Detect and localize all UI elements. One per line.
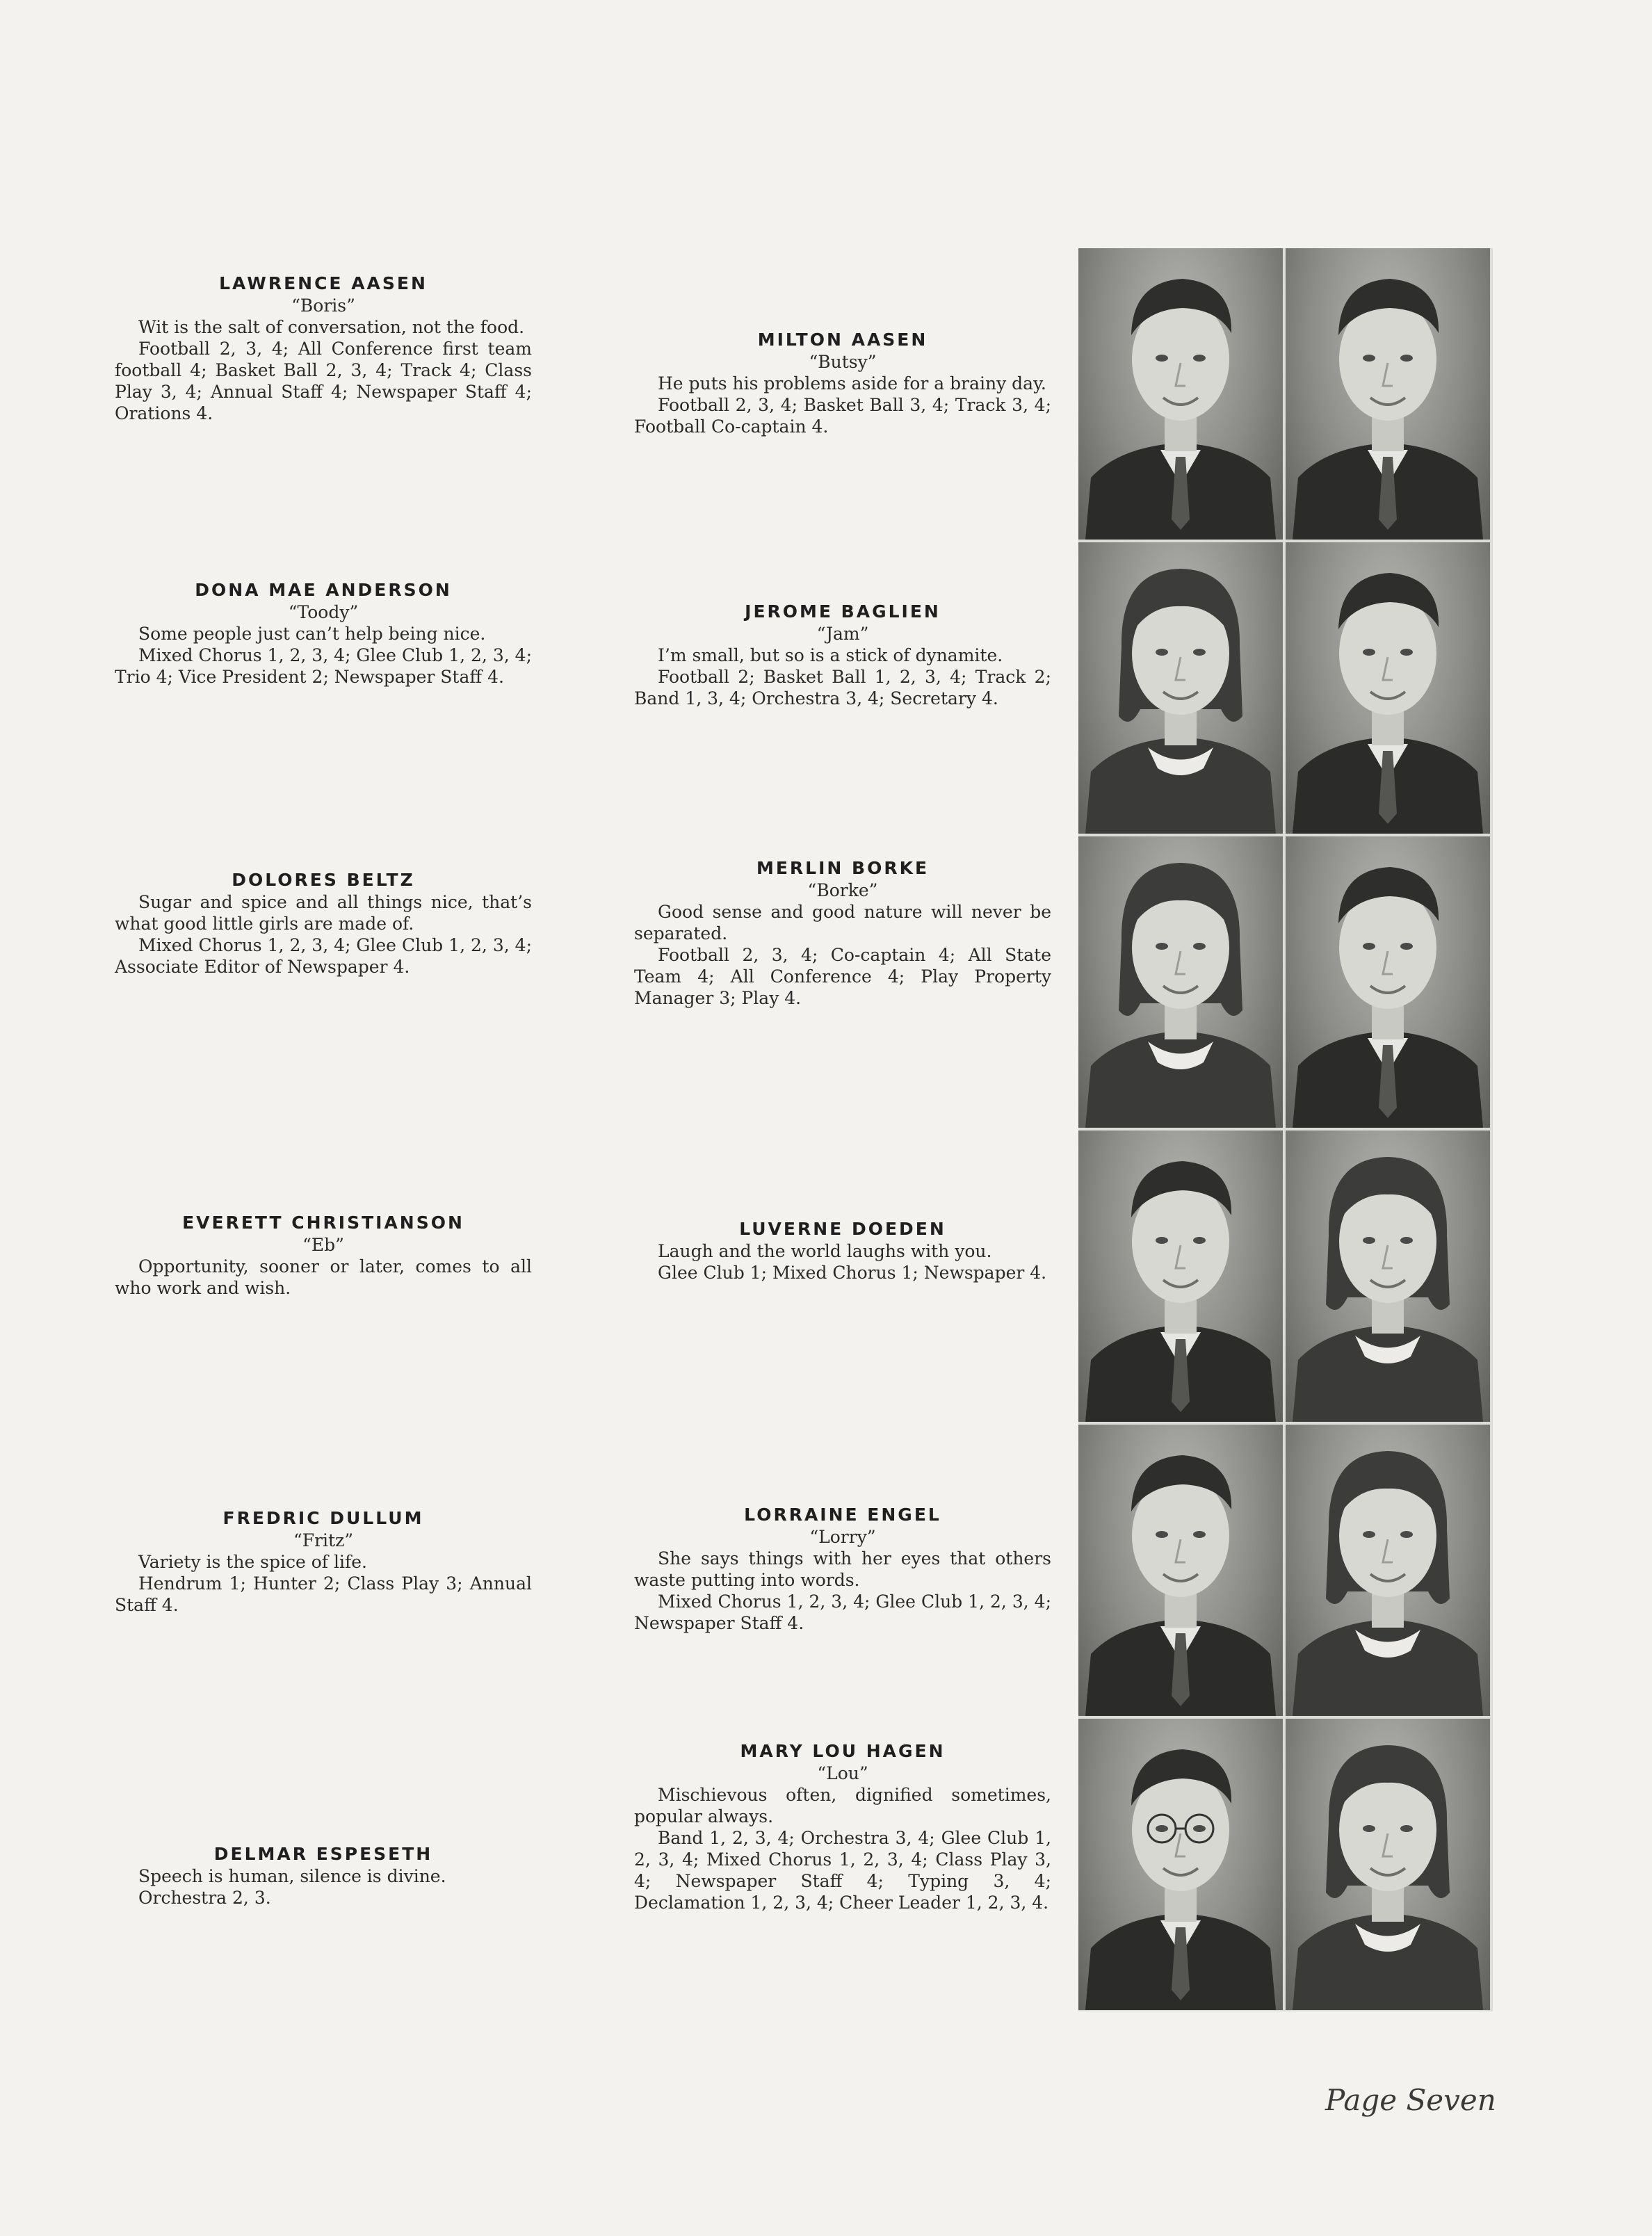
- senior-nickname: “Boris”: [291, 295, 355, 316]
- senior-entry: [115, 1843, 532, 1909]
- senior-quote: Variety is the spice of life.: [138, 1552, 367, 1572]
- senior-name: LAWRENCE AASEN: [219, 273, 428, 293]
- senior-quote: Wit is the salt of conversation, not the food.: [138, 317, 525, 337]
- senior-activities: Mixed Chorus 1, 2, 3, 4; Glee Club 1, 2, 3, 4; Associate Editor of Newspaper 4.: [115, 935, 532, 977]
- senior-name: MARY LOU HAGEN: [740, 1741, 946, 1761]
- senior-entry: [115, 1507, 532, 1616]
- senior-portrait-photo: [1286, 248, 1490, 540]
- senior-nickname: “Borke”: [807, 880, 878, 900]
- senior-portrait-photo: [1078, 1719, 1283, 2010]
- senior-quote: Some people just can’t help being nice.: [138, 624, 486, 644]
- senior-activities: Mixed Chorus 1, 2, 3, 4; Glee Club 1, 2, 3, 4; Trio 4; Vice President 2; Newspaper Staff 4.: [115, 645, 532, 687]
- senior-entry: [115, 579, 532, 688]
- senior-activities: Football 2, 3, 4; Basket Ball 3, 4; Track 3, 4; Football Co-captain 4.: [634, 395, 1051, 437]
- senior-quote: Sugar and spice and all things nice, that’s what good little girls are made of.: [115, 892, 532, 934]
- senior-entry: [634, 1504, 1051, 1634]
- senior-quote: Opportunity, sooner or later, comes to all who work and wish.: [115, 1256, 532, 1298]
- senior-quote: Good sense and good nature will never be separated.: [634, 902, 1051, 943]
- senior-portrait-photo: [1286, 836, 1490, 1128]
- senior-name: DONA MAE ANDERSON: [195, 580, 452, 600]
- senior-activities: Orchestra 2, 3.: [138, 1888, 271, 1908]
- senior-quote: Laugh and the world laughs with you.: [658, 1241, 992, 1261]
- senior-entry: [634, 329, 1051, 437]
- senior-entry: [115, 273, 532, 424]
- senior-portrait-photo: [1078, 1425, 1283, 1716]
- senior-entry: [634, 1218, 1051, 1283]
- senior-activities: Band 1, 2, 3, 4; Orchestra 3, 4; Glee Club 1, 2, 3, 4; Mixed Chorus 1, 2, 3, 4; Class Play 3, 4; Newspaper Staff 4; Typing 3, 4; Declamation 1, 2, 3, 4; Cheer Leader 1, 2, 3, 4.: [634, 1828, 1051, 1913]
- senior-nickname: “Butsy”: [809, 352, 877, 372]
- senior-portrait-photo: [1078, 542, 1283, 834]
- senior-nickname: “Jam”: [816, 624, 869, 644]
- senior-quote: Mischievous often, dignified sometimes, popular always.: [634, 1785, 1051, 1826]
- senior-name: JEROME BAGLIEN: [745, 601, 941, 622]
- senior-portrait-photo: [1078, 836, 1283, 1128]
- senior-name: LORRAINE ENGEL: [744, 1505, 941, 1525]
- senior-portrait-photo: [1286, 1131, 1490, 1422]
- senior-name: DOLORES BELTZ: [232, 870, 415, 890]
- senior-portrait-photo: [1078, 248, 1283, 540]
- senior-name: MILTON AASEN: [757, 330, 928, 350]
- portrait-grid: [1078, 248, 1493, 2011]
- senior-activities: Football 2, 3, 4; Co-captain 4; All State Team 4; All Conference 4; Play Property Manager 3; Play 4.: [634, 945, 1051, 1008]
- senior-name: EVERETT CHRISTIANSON: [182, 1213, 464, 1233]
- senior-nickname: “Lou”: [817, 1763, 868, 1783]
- senior-entry: [634, 857, 1051, 1009]
- senior-entry: [115, 1212, 532, 1299]
- senior-activities: Mixed Chorus 1, 2, 3, 4; Glee Club 1, 2, 3, 4; Newspaper Staff 4.: [634, 1591, 1051, 1633]
- senior-nickname: “Lorry”: [809, 1527, 876, 1547]
- senior-entry: [634, 1740, 1051, 1913]
- senior-quote: He puts his problems aside for a brainy day.: [658, 373, 1046, 394]
- senior-name: MERLIN BORKE: [756, 858, 930, 878]
- senior-nickname: “Fritz”: [293, 1530, 354, 1550]
- senior-portrait-photo: [1286, 542, 1490, 834]
- senior-activities: Glee Club 1; Mixed Chorus 1; Newspaper 4.: [658, 1263, 1047, 1283]
- senior-portrait-photo: [1286, 1425, 1490, 1716]
- senior-nickname: “Toody”: [288, 602, 359, 622]
- senior-name: LUVERNE DOEDEN: [739, 1219, 946, 1239]
- senior-quote: I’m small, but so is a stick of dynamite.: [658, 645, 1003, 665]
- senior-activities: Hendrum 1; Hunter 2; Class Play 3; Annual Staff 4.: [115, 1573, 532, 1615]
- page-number: Page Seven: [1325, 2083, 1496, 2117]
- senior-nickname: “Eb”: [302, 1235, 344, 1255]
- senior-activities: Football 2, 3, 4; All Conference first team football 4; Basket Ball 2, 3, 4; Track 4; Class Play 3, 4; Annual Staff 4; Newspaper Staff 4; Orations 4.: [115, 339, 532, 423]
- senior-entry: [634, 601, 1051, 709]
- senior-name: FREDRIC DULLUM: [222, 1508, 424, 1528]
- senior-quote: Speech is human, silence is divine.: [138, 1866, 446, 1886]
- senior-name: DELMAR ESPESETH: [213, 1844, 433, 1864]
- senior-activities: Football 2; Basket Ball 1, 2, 3, 4; Track 2; Band 1, 3, 4; Orchestra 3, 4; Secretary 4.: [634, 667, 1051, 708]
- senior-portrait-photo: [1078, 1131, 1283, 1422]
- senior-quote: She says things with her eyes that others waste putting into words.: [634, 1548, 1051, 1590]
- senior-entry: [115, 869, 532, 978]
- senior-portrait-photo: [1286, 1719, 1490, 2010]
